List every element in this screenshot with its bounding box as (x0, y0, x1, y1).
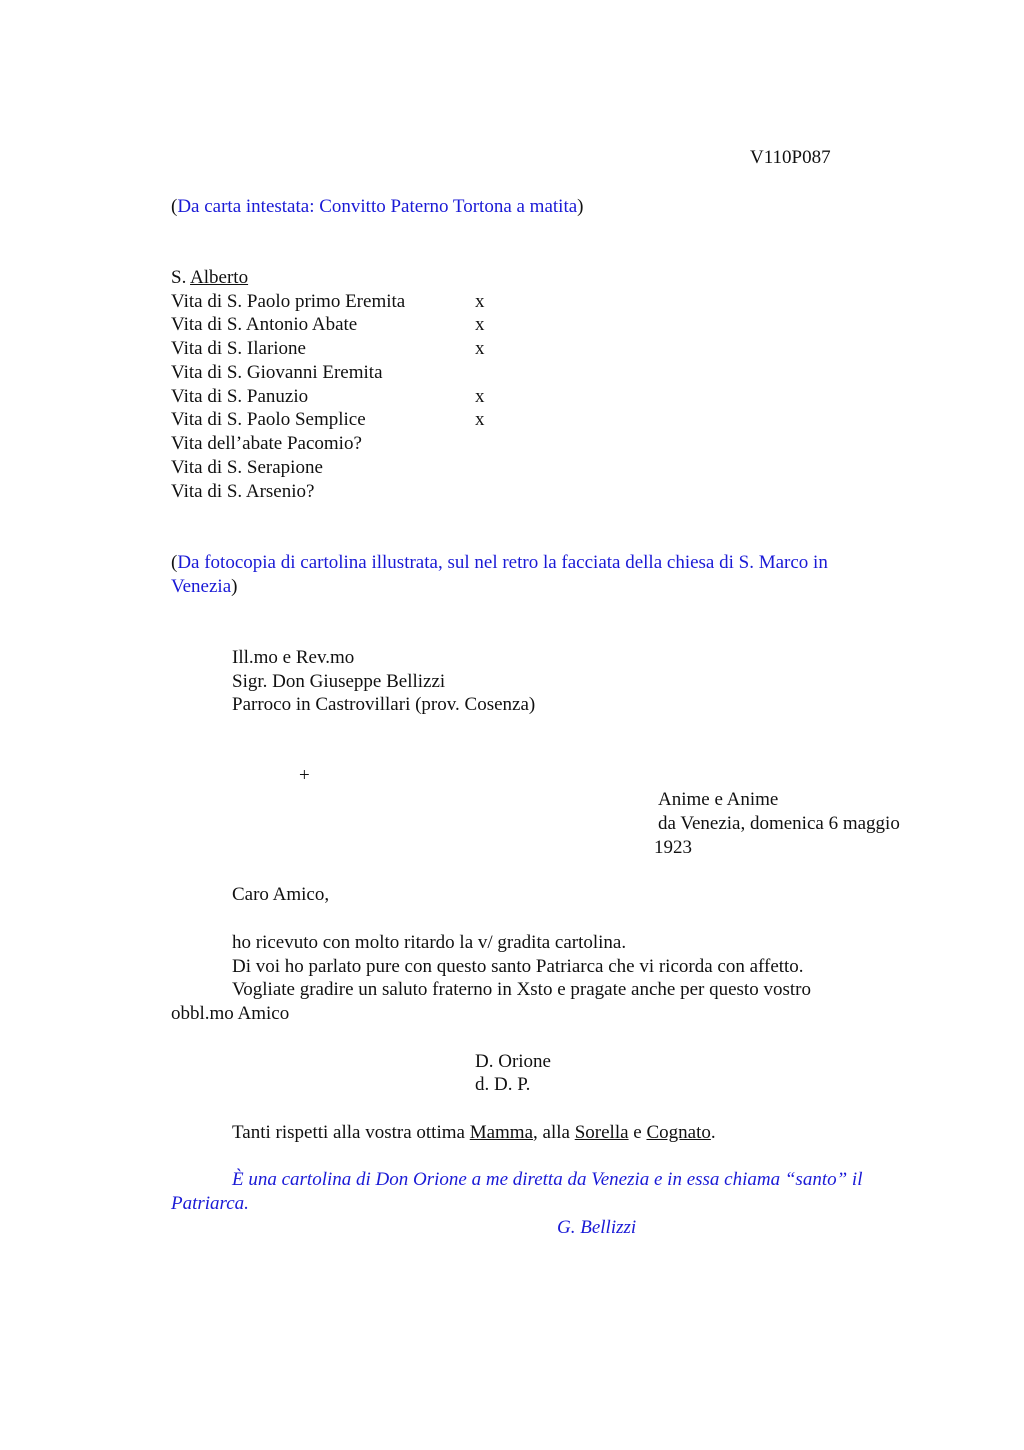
letter-signature-title: d. D. P. (475, 1074, 531, 1095)
list-heading-name: Alberto (190, 267, 249, 288)
ps-text: Tanti rispetti alla vostra ottima (232, 1122, 470, 1143)
list-item-mark: x (475, 338, 485, 359)
address-line-3: Parroco in Castrovillari (prov. Cosenza) (232, 694, 536, 715)
list-item-mark: x (475, 291, 485, 312)
footnote-signature: G. Bellizzi (557, 1217, 637, 1238)
cross-symbol: + (299, 765, 310, 786)
footnote-line-1: È una cartolina di Don Orione a me diretta da Venezia e in essa chiama “santo” il (232, 1169, 863, 1190)
ps-sorella: Sorella (574, 1122, 629, 1143)
note-open-paren: ( (171, 552, 178, 573)
footnote-line-2: Patriarca. (171, 1193, 249, 1214)
note-close-paren: ) (577, 196, 584, 217)
ps-text: , alla (533, 1122, 575, 1143)
letter-signature: D. Orione (475, 1051, 551, 1072)
note-text: Da carta intestata: Convitto Paterno Tortona a matita (177, 196, 578, 217)
letter-paragraph-3-cont: obbl.mo Amico (171, 1003, 290, 1024)
list-item-title: Vita di S. Paolo primo Eremita (171, 291, 406, 312)
address-line-2: Sigr. Don Giuseppe Bellizzi (232, 671, 446, 692)
letter-paragraph-1: ho ricevuto con molto ritardo la v/ gradita cartolina. (232, 932, 627, 953)
list-item-title: Vita di S. Arsenio? (171, 481, 315, 502)
editorial-note-postcard (171, 551, 828, 575)
note-line-1: Da fotocopia di cartolina illustrata, sul nel retro la facciata della chiesa di S. Marco in (177, 552, 828, 573)
list-item-title: Vita di S. Giovanni Eremita (171, 362, 383, 383)
dateline-year: 1923 (654, 837, 692, 858)
document-code: V110P087 (750, 147, 831, 168)
list-item-mark: x (475, 409, 485, 430)
list-item-title: Vita di S. Ilarione (171, 338, 306, 359)
letter-paragraph-3: Vogliate gradire un saluto fraterno in Xsto e pragate anche per questo vostro (232, 979, 811, 1000)
letter-salutation: Caro Amico, (232, 884, 330, 905)
ps-mamma: Mamma (469, 1122, 534, 1143)
editorial-note-postcard-cont (171, 575, 237, 599)
note-close-paren: ) (231, 576, 238, 597)
editorial-note-letterhead (171, 195, 584, 219)
letter-paragraph-2: Di voi ho parlato pure con questo santo Patriarca che vi ricorda con affetto. (232, 956, 804, 977)
list-item-title: Vita di S. Serapione (171, 457, 323, 478)
dateline-line-2: da Venezia, domenica 6 maggio (658, 813, 900, 834)
list-item-mark: x (475, 314, 485, 335)
list-item-title: Vita di S. Panuzio (171, 386, 309, 407)
note-open-paren: ( (171, 196, 178, 217)
ps-text: e (628, 1122, 647, 1143)
ps-cognato: Cognato (646, 1122, 711, 1143)
list-item-title: Vita di S. Paolo Semplice (171, 409, 366, 430)
list-item-title: Vita dell’abate Pacomio? (171, 433, 362, 454)
list-item-mark: x (475, 386, 485, 407)
letter-postscript (232, 1121, 716, 1145)
list-item-title: Vita di S. Antonio Abate (171, 314, 358, 335)
ps-text: . (710, 1122, 716, 1143)
address-line-1: Ill.mo e Rev.mo (232, 647, 355, 668)
list-heading-prefix: S. (171, 267, 191, 288)
note-line-2: Venezia (171, 576, 232, 597)
dateline-line-1: Anime e Anime (658, 789, 779, 810)
list-heading (171, 266, 248, 290)
